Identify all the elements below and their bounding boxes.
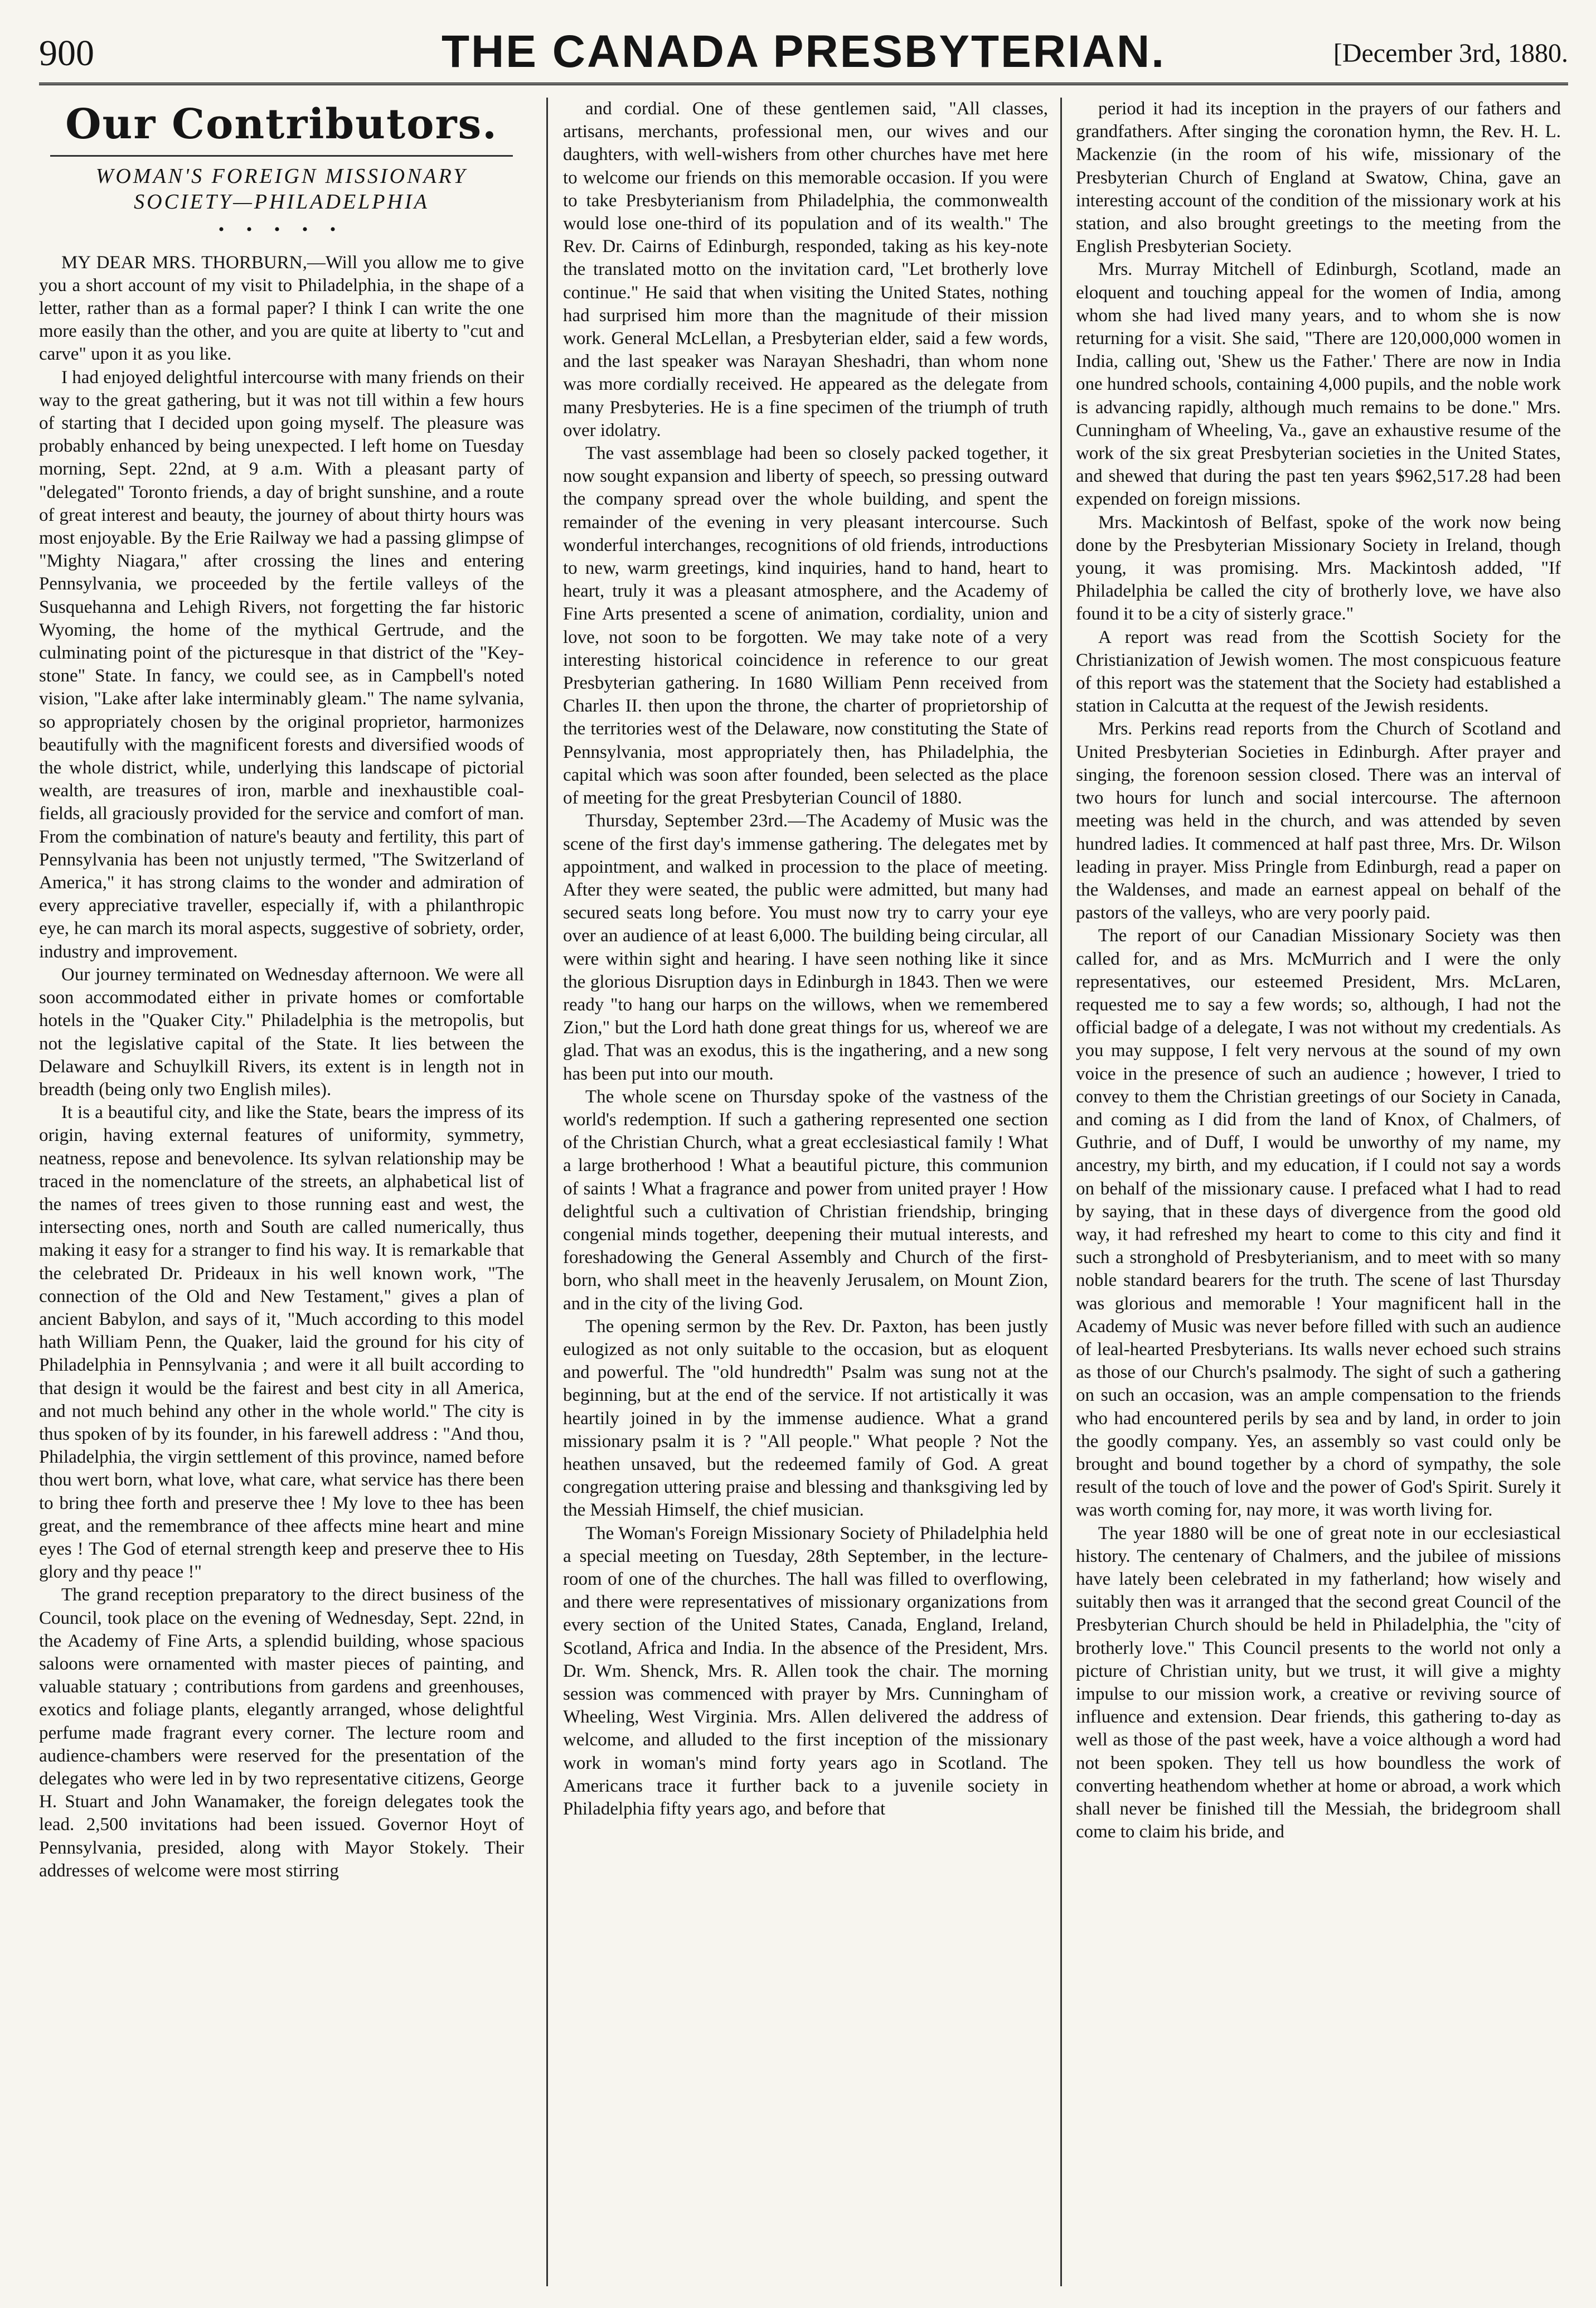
column-3: [1076, 98, 1561, 2283]
paragraph: The whole scene on Thursday spoke of the vastness of the world's redemption. If such a gathering represented one section of the Christian Church, what a great ecclesiastical family ! What a large brotherhood ! What a beautiful picture, this communion of saints ! What a fragrance and power from united prayer ! How delightful such a cultivation of Christian friendship, bringing congenial minds together, deepening their mutual interests, and foreshadowing the General Assembly and Church of the first-born, who shall meet in the heavenly Jerusalem, on Mount Zion, and in the city of the living God.: [563, 1086, 1048, 1314]
paragraph: The Woman's Foreign Missionary Society of Philadelphia held a special meeting on Tuesday, 28th September, in the lecture-room of one of the churches. The hall was filled to overflowing, and there were representatives of missionary organizations from every section of the United States, Canada, England, Ireland, Scotland, Africa and India. In the absence of the President, Mrs. Dr. Wm. Shenck, Mrs. R. Allen took the chair. The morning session was commenced with prayer by Mrs. Cunningham of Wheeling, West Virginia. Mrs. Allen delivered the address of welcome, and alluded to the first inception of the missionary work in woman's mind forty years ago in Scotland. The Americans trace it further back to a juvenile society in Philadelphia fifty years ago, and before that: [563, 1523, 1048, 1820]
column-2: [563, 98, 1048, 2283]
paragraph: Our journey terminated on Wednesday afternoon. We were all soon accommodated either in private homes or comfortable hotels in the "Quaker City." Philadelphia is the metropolis, but not the legislative capital of the State. It lies between the Delaware and Schuylkill Rivers, its extent is in length not in breadth (being only two English miles).: [39, 964, 524, 1100]
page-number: 900: [39, 33, 94, 74]
paragraph: MY DEAR MRS. THORBURN,—Will you allow me to give you a short account of my visit to Philadelphia, in the shape of a letter, rather than as a formal paper? I think I can write the one more easily than the other, and you are quite at liberty to "cut and carve" upon it as you like.: [39, 252, 524, 365]
column-1: [39, 98, 524, 2283]
paragraph: A report was read from the Scottish Society for the Christianization of Jewish women. The most conspicuous feature of this report was the statement that the Society had established a station in Calcutta at the request of the Jewish residents.: [1076, 627, 1561, 717]
journal-title: THE CANADA PRESBYTERIAN.: [441, 26, 1166, 77]
paragraph: period it had its inception in the prayers of our fathers and grandfathers. After singing the coronation hymn, the Rev. H. L. Mackenzie (in the room of his wife, missionary of the Presbyterian Church of England at Swatow, China, gave an interesting account of the condition of the missionary work at his station, and also brought greetings to the meeting from the English Presbyterian Society.: [1076, 99, 1561, 257]
issue-date: [December 3rd, 1880.: [1333, 38, 1568, 68]
paragraph: The opening sermon by the Rev. Dr. Paxton, has been justly eulogized as not only suitable to the occasion, but as eloquent and powerful. The "old hundredth" Psalm was sung not at the beginning, but at the end of the service. If not artistically it was heartily joined in by the immense audience. What a grand missionary psalm it is ? "All people." What people ? Not the heathen unsaved, but the redeemed family of God. A great congregation uttering praise and blessing and thanksgiving led by the Messiah Himself, the chief musician.: [563, 1316, 1048, 1521]
paragraph: Thursday, September 23rd.—The Academy of Music was the scene of the first day's immense gathering. The delegates met by appointment, and walked in procession to the place of meeting. After they were seated, the public were admitted, but many had secured seats long before. You must now try to carry your eye over an audience of at least 6,000. The building being circular, all were within sight and hearing. I have seen nothing like it since the glorious Disruption days in Edinburgh in 1843. Then we were ready "to hang our harps on the willows, when we remembered Zion," but the Lord hath done great things for us, whereof we are glad. That was an exodus, this is the ingathering, and a new song has been put into our mouth.: [563, 811, 1048, 1084]
ornament-divider: • • • • •: [218, 220, 345, 239]
paragraph: The grand reception preparatory to the direct business of the Council, took place on the evening of Wednesday, Sept. 22nd, in the Academy of Fine Arts, a splendid building, whose spacious saloons were ornamented with master pieces of painting, and valuable statuary ; contributions from gardens and greenhouses, exotics and foliage plants, elegantly arranged, whose delightful perfume made fragrant every corner. The lecture room and audience-chambers were reserved for the presentation of the delegates who were led in by two representative citizens, George H. Stuart and John Wanamaker, the foreign delegates took the lead. 2,500 invitations had been issued. Governor Hoyt of Pennsylvania, presided, along with Mayor Stokely. Their addresses of welcome were most stirring: [39, 1585, 524, 1881]
column-rule: [1060, 98, 1062, 2286]
masthead-rule: [39, 83, 1568, 85]
paragraph: The year 1880 will be one of great note in our ecclesiastical history. The centenary of Chalmers, and the jubilee of missions have lately been celebrated in my fatherland; how wisely and suitably then was it arranged that the second great Council of the Presbyterian Church should be held in Philadelphia, the "city of brotherly love." This Council presents to the world not only a picture of Christian unity, but we trust, it will give a mighty impulse to our mission work, a creative or reviving source of influence and extension. Dear friends, this gathering to-day as well as those of the past week, have a voice although a word had not been spoken. They tell us how boundless the work of converting heathendom whether at home or abroad, a work which shall never be finished till the Messiah, the bridegroom shall come to claim his bride, and: [1076, 1523, 1561, 1842]
column-rule: [546, 98, 548, 2286]
paragraph: Mrs. Mackintosh of Belfast, spoke of the work now being done by the Presbyterian Missionary Society in Ireland, though young, it was promising. Mrs. Mackintosh added, "If Philadelphia be called the city of brotherly love, we have also found it to be a city of sisterly grace.": [1076, 512, 1561, 625]
paragraph: It is a beautiful city, and like the State, bears the impress of its origin, having external features of uniformity, symmetry, neatness, repose and benevolence. Its sylvan relationship may be traced in the nomenclature of the streets, an alphabetical list of the names of trees given to those running east and west, the intersecting ones, north and South are called numerically, thus making it easy for a stranger to find his way. It is remarkable that the celebrated Dr. Prideaux in his well known work, "The connection of the Old and New Testament," gives a plan of ancient Babylon, and says of it, "Much according to this model hath William Penn, the Quaker, laid the ground for his city of Philadelphia in Pennsylvania ; and were it all built according to that design it would be the fairest and best city in all America, and not much behind any other in the whole world." The city is thus spoken of by its founder, in his farewell address : "And thou, Philadelphia, the virgin settlement of this province, named before thou wert born, what love, what care, what service has there been to bring thee forth and preserve thee ! My love to thee has been great, and the remembrance of thee affects mine heart and mine eyes ! The God of eternal strength keep and preserve thee to His glory and thy peace !": [39, 1102, 524, 1583]
section-rule: [50, 155, 513, 157]
paragraph: The report of our Canadian Missionary Society was then called for, and as Mrs. McMurrich and I were the only representatives, our esteemed President, Mrs. McLaren, requested me to say a few words; so, although, I had not the official badge of a delegate, I was not without my credentials. As you may suppose, I felt very nervous at the sound of my own voice in the presence of such an audience ; however, I tried to convey to them the Christian greetings of our Society in Canada, and coming as I did from the land of Knox, of Chalmers, of Guthrie, and of Duff, I would be unworthy of my name, my ancestry, my birth, and my education, if I could not say a words on behalf of the missionary cause. I prefaced what I had to read by saying, that in these days of divergence from the good old way, it had refreshed my heart to come to this city and find it such a stronghold of Presbyterianism, and to meet with so many noble standard bearers for the truth. The scene of last Thursday was glorious and memorable ! Your magnificent hall in the Academy of Music was never before filled with such an audience of leal-hearted Presbyterians. Its walls never echoed such strains as those of our Church's psalmody. The sight of such a gathering on such an occasion, was an ample compensation to the friends who had encountered perils by sea and by land, in order to join the goodly company. Yes, an assembly so vast could only be brought and bound together by a chord of sympathy, the sole result of the touch of love and the power of God's Spirit. Surely it was worth coming for, nay more, it was worth living for.: [1076, 926, 1561, 1521]
paragraph: I had enjoyed delightful intercourse with many friends on their way to the great gathering, but it was not till within a few hours of starting that I decided upon going myself. The pleasure was probably enhanced by being unexpected. I left home on Tuesday morning, Sept. 22nd, at 9 a.m. With a pleasant party of "delegated" Toronto friends, a day of bright sunshine, and a route of great interest and beauty, the journey of about thirty hours was most enjoyable. By the Erie Railway we had a passing glimpse of "Mighty Niagara," after crossing the lines and entering Pennsylvania, we proceeded by the fertile valleys of the Susquehanna and Lehigh Rivers, not forgetting the far historic Wyoming, the home of the mythical Gertrude, and the culminating point of the picturesque in that district of the "Key-stone" State. In fancy, we could see, as in Campbell's noted vision, "Lake after lake interminably gleam." The name sylvania, so appropriately chosen by the original proprietor, harmonizes beautifully with the magnificent forests and diversified woods of the whole district, while, underlying this landscape of pictorial wealth, are treasures of iron, marble and inexhaustible coal-fields, all graciously provided for the service and comfort of man. From the combination of nature's beauty and fertility, this part of Pennsylvania has been not unjustly termed, "The Switzerland of America," it has strong claims to the wonder and admiration of every appreciative traveller, especially if, with a philanthropic eye, he can march its moral aspects, suggestive of sobriety, order, industry and improvement.: [39, 367, 524, 962]
section-heading: Our Contributors.: [65, 100, 498, 148]
article-title: WOMAN'S FOREIGN MISSIONARY SOCIETY—PHILADELPHIA: [95, 164, 468, 214]
paragraph: and cordial. One of these gentlemen said, "All classes, artisans, merchants, professional men, our wives and our daughters, with well-wishers from other churches have met here to welcome our friends on this memorable occasion. If you were to take Presbyterianism from Philadelphia, the commonwealth would lose one-third of its population and of its wealth." The Rev. Dr. Cairns of Edinburgh, responded, taking as his key-note the translated motto on the invitation card, "Let brotherly love continue." He said that when visiting the United States, nothing had surprised him more than the magnitude of their mission work. General McLellan, a Presbyterian elder, said a few words, and the last speaker was Narayan Sheshadri, than whom none was more cordially received. He appeared as the delegate from many Presbyteries. He is a fine specimen of the triumph of truth over idolatry.: [563, 99, 1048, 441]
paragraph: Mrs. Murray Mitchell of Edinburgh, Scotland, made an eloquent and touching appeal for the women of India, among whom she had lived many years, and to whom she is now returning for a visit. She said, "There are 120,000,000 women in India, calling out, 'Shew us the Father.' There are now in India one hundred schools, containing 4,000 pupils, and the noble work is advancing rapidly, although much remains to be done." Mrs. Cunningham of Wheeling, Va., gave an exhaustive resume of the work of the six great Presbyterian societies in the United States, and shewed that during the past ten years $962,517.28 had been expended on foreign missions.: [1076, 259, 1561, 510]
paragraph: The vast assemblage had been so closely packed together, it now sought expansion and liberty of speech, so pressing outward the company spread over the whole building, and spent the remainder of the evening in very pleasant intercourse. Such wonderful interchanges, recognitions of old friends, introductions to new, warm greetings, kind inquiries, hand to hand, heart to heart, truly it was a pleasant atmosphere, and the Academy of Fine Arts presented a scene of animation, cordiality, union and love, not soon to be forgotten. We may take note of a very interesting historical coincidence in reference to our great Presbyterian gathering. In 1680 William Penn received from Charles II. then upon the throne, the charter of proprietorship of the territories west of the Delaware, now constituting the State of Pennsylvania, most appropriately then, has Philadelphia, the capital which was soon after founded, been selected as the place of meeting for the great Presbyterian Council of 1880.: [563, 443, 1048, 809]
masthead: [39, 21, 1568, 83]
paragraph: Mrs. Perkins read reports from the Church of Scotland and United Presbyterian Societies in Edinburgh. After prayer and singing, the forenoon session closed. There was an interval of two hours for lunch and social intercourse. The afternoon meeting was held in the church, and was attended by seven hundred ladies. It commenced at half past three, Mrs. Dr. Wilson leading in prayer. Miss Pringle from Edinburgh, read a paper on the Waldenses, and made an earnest appeal on behalf of the pastors of the valleys, who are very poorly paid.: [1076, 719, 1561, 923]
